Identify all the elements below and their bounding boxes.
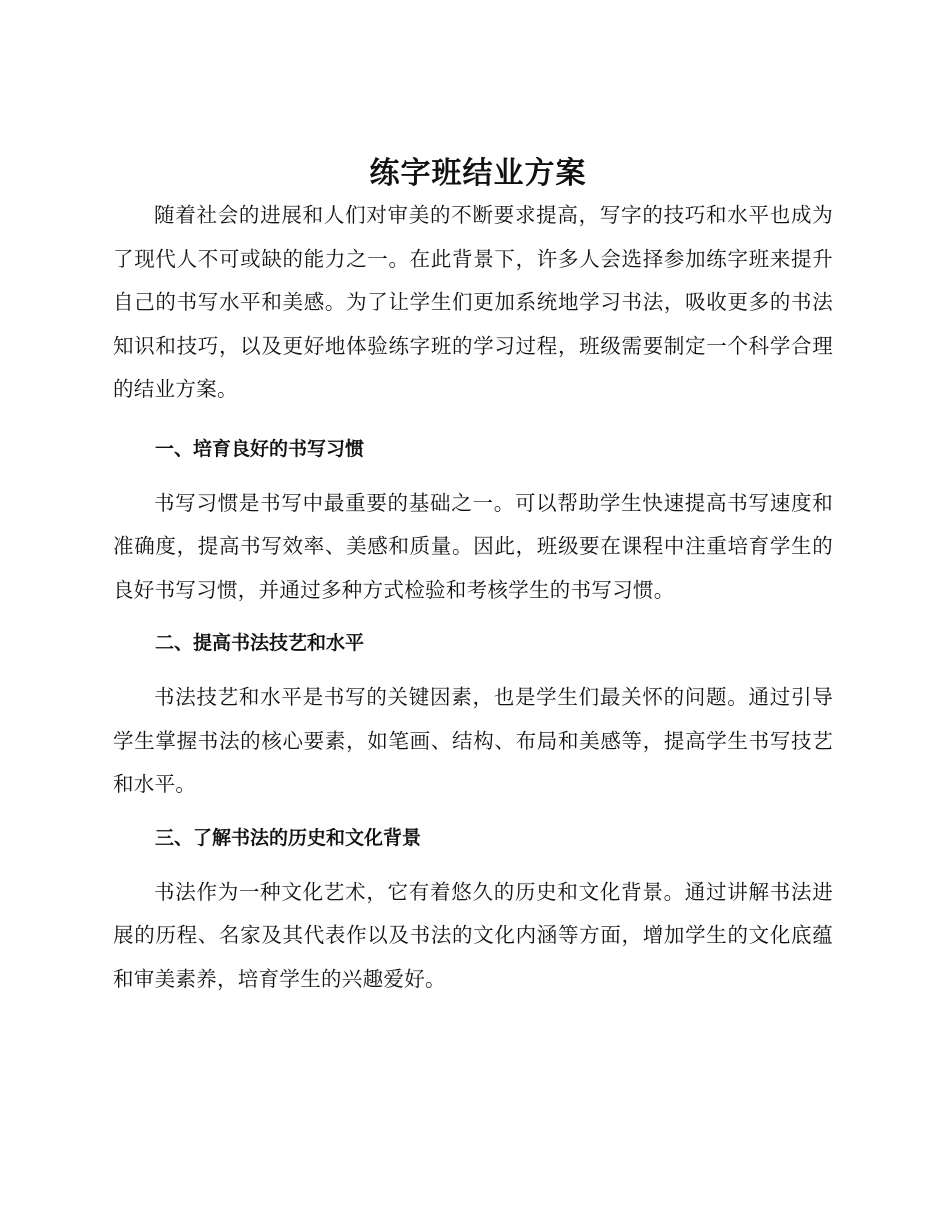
section-body-3: 书法作为一种文化艺术，它有着悠久的历史和文化背景。通过讲解书法进展的历程、名家及其代表作以及书法的文化内涵等方面，增加学生的文化底蕴和审美素养，培育学生的兴趣爱好。	[113, 879, 833, 991]
section-heading-2: 二、提高书法技艺和水平	[155, 632, 365, 654]
section-body-1: 书写习惯是书写中最重要的基础之一。可以帮助学生快速提高书写速度和准确度，提高书写效率、美感和质量。因此，班级要在课程中注重培育学生的良好书写习惯，并通过多种方式检验和考核学生的书写习惯。	[113, 490, 833, 602]
section-body-2: 书法技艺和水平是书写的关键因素，也是学生们最关怀的问题。通过引导学生掌握书法的核心要素，如笔画、结构、布局和美感等，提高学生书写技艺和水平。	[113, 685, 833, 796]
section-heading-1: 一、培育良好的书写习惯	[155, 437, 365, 460]
intro-paragraph: 随着社会的进展和人们对审美的不断要求提高，写字的技巧和水平也成为了现代人不可或缺的能力之一。在此背景下，许多人会选择参加练字班来提升自己的书写水平和美感。为了让学生们更加系统地学习书法，吸收更多的书法知识和技巧，以及更好地体验练字班的学习过程，班级需要制定一个科学合理的结业方案。	[113, 203, 833, 401]
document-title: 练字班结业方案	[369, 156, 587, 191]
section-heading-3: 三、了解书法的历史和文化背景	[155, 826, 422, 849]
document-page	[113, 150, 833, 1001]
